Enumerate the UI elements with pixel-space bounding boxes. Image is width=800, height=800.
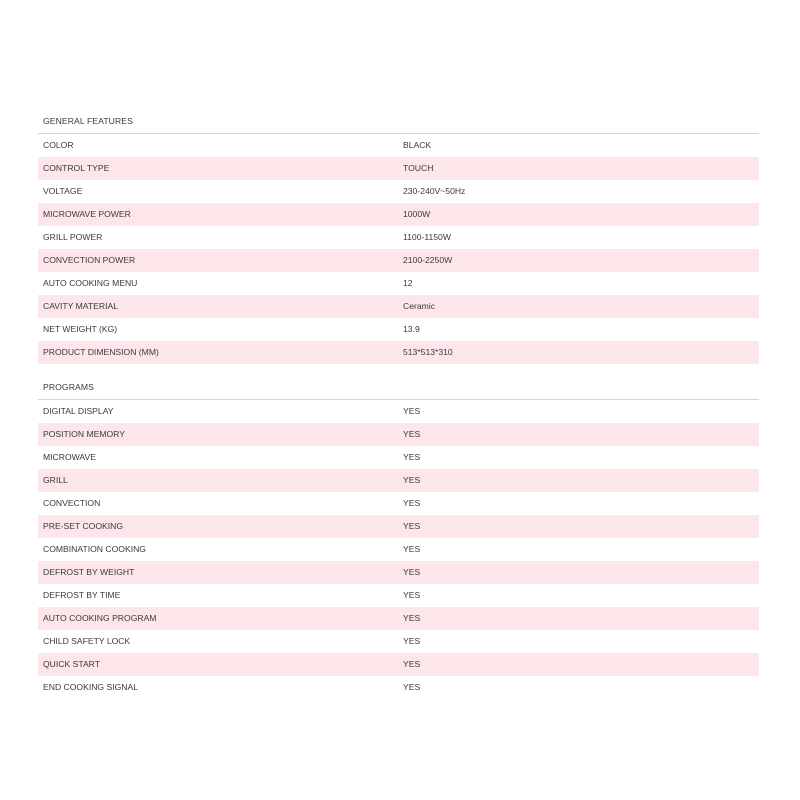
spec-label: NET WEIGHT (KG) <box>43 324 118 334</box>
spec-label: PRODUCT DIMENSION (MM) <box>43 347 159 357</box>
spec-row-defrost-by-time <box>38 584 759 607</box>
spec-row-color <box>38 134 759 157</box>
spec-label: END COOKING SIGNAL <box>43 682 139 692</box>
spec-label: VOLTAGE <box>43 186 83 196</box>
spec-rows <box>38 134 759 364</box>
spec-value: YES <box>403 682 421 692</box>
spec-value: 230-240V~50Hz <box>403 186 466 196</box>
spec-row-net-weight <box>38 318 759 341</box>
spec-row-combination-cooking <box>38 538 759 561</box>
spec-label: COLOR <box>43 140 74 150</box>
spec-row-convection-power <box>38 249 759 272</box>
section-title: GENERAL FEATURES <box>38 110 759 134</box>
spec-row-cavity-material <box>38 295 759 318</box>
spec-label: CONVECTION POWER <box>43 255 136 265</box>
spec-value: YES <box>403 567 421 577</box>
spec-value: 1100-1150W <box>403 232 451 242</box>
spec-table <box>38 110 759 699</box>
spec-value: Ceramic <box>403 301 435 311</box>
spec-row-grill-power <box>38 226 759 249</box>
spec-row-child-safety-lock <box>38 630 759 653</box>
spec-label: DEFROST BY WEIGHT <box>43 567 135 577</box>
spec-row-digital-display <box>38 400 759 423</box>
spec-row-microwave <box>38 446 759 469</box>
spec-label: PRE-SET COOKING <box>43 521 124 531</box>
spec-value: YES <box>403 521 421 531</box>
spec-label: POSITION MEMORY <box>43 429 125 439</box>
spec-value: YES <box>403 406 421 416</box>
spec-label: AUTO COOKING PROGRAM <box>43 613 157 623</box>
spec-value: 13.9 <box>403 324 420 334</box>
spec-row-grill <box>38 469 759 492</box>
spec-row-voltage <box>38 180 759 203</box>
spec-label: GRILL <box>43 475 68 485</box>
spec-label: AUTO COOKING MENU <box>43 278 138 288</box>
spec-value: YES <box>403 659 421 669</box>
spec-row-pre-set-cooking <box>38 515 759 538</box>
spec-label: CAVITY MATERIAL <box>43 301 118 311</box>
spec-value: YES <box>403 544 421 554</box>
spec-row-auto-cooking-program <box>38 607 759 630</box>
spec-value: YES <box>403 636 421 646</box>
spec-value: 2100-2250W <box>403 255 453 265</box>
spec-value: 1000W <box>403 209 431 219</box>
spec-value: YES <box>403 613 421 623</box>
spec-value: YES <box>403 475 421 485</box>
spec-label: MICROWAVE POWER <box>43 209 131 219</box>
spec-row-convection <box>38 492 759 515</box>
spec-row-position-memory <box>38 423 759 446</box>
spec-value: YES <box>403 429 421 439</box>
spec-label: DEFROST BY TIME <box>43 590 121 600</box>
spec-label: COMBINATION COOKING <box>43 544 146 554</box>
spec-label: GRILL POWER <box>43 232 103 242</box>
spec-label: MICROWAVE <box>43 452 96 462</box>
spec-row-auto-cooking-menu <box>38 272 759 295</box>
section-general-features <box>38 110 759 364</box>
spec-label: CONVECTION <box>43 498 101 508</box>
spec-row-control-type <box>38 157 759 180</box>
spec-rows <box>38 400 759 699</box>
section-programs <box>38 376 759 699</box>
spec-value: YES <box>403 590 421 600</box>
spec-row-defrost-by-weight <box>38 561 759 584</box>
spec-value: BLACK <box>403 140 432 150</box>
spec-value: 12 <box>403 278 413 288</box>
spec-label: CHILD SAFETY LOCK <box>43 636 131 646</box>
spec-value: YES <box>403 452 421 462</box>
spec-value: TOUCH <box>403 163 434 173</box>
spec-label: CONTROL TYPE <box>43 163 110 173</box>
spec-label: QUICK START <box>43 659 100 669</box>
spec-row-quick-start <box>38 653 759 676</box>
spec-row-microwave-power <box>38 203 759 226</box>
spec-value: 513*513*310 <box>403 347 453 357</box>
spec-value: YES <box>403 498 421 508</box>
spec-row-product-dimension <box>38 341 759 364</box>
spec-label: DIGITAL DISPLAY <box>43 406 114 416</box>
spec-row-end-cooking-signal <box>38 676 759 699</box>
section-title: PROGRAMS <box>38 376 759 400</box>
